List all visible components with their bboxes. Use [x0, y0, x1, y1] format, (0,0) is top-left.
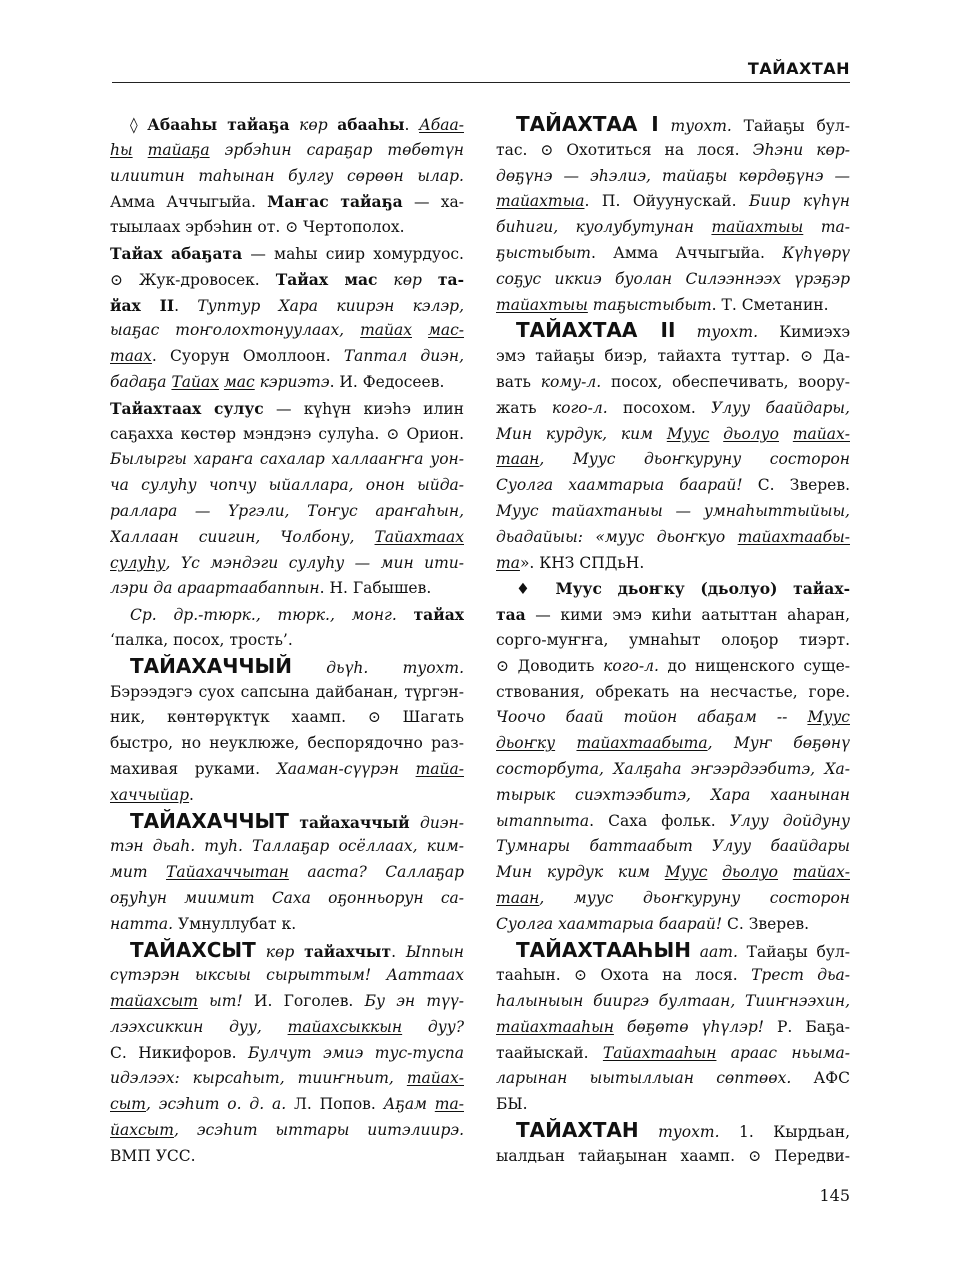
text-run: эмэ тайаҕы биэр, тайахта туттар. ⊙ Да- — [496, 347, 850, 366]
text-run: тайахтыы — [496, 295, 588, 314]
text-run: та — [496, 553, 520, 572]
text-run: 1. Кырдьан, — [738, 1123, 850, 1142]
text-line — [496, 860, 850, 886]
text-line — [110, 602, 464, 628]
text-run: Халлаан сиигин, Чолбону, — [110, 527, 375, 546]
text-line — [496, 731, 850, 757]
text-run: — күһүн киэһэ илин — [263, 399, 464, 418]
text-line — [496, 525, 850, 551]
text-line — [496, 680, 850, 706]
text-run: таҕыстыбыт — [587, 295, 712, 314]
text-line — [496, 783, 850, 809]
text-run: тайах — [413, 605, 464, 625]
text-run: С. Зверев. — [742, 476, 850, 495]
text-run: Кимиэхэ — [779, 323, 850, 342]
text-line — [110, 215, 464, 241]
text-run: таайыскай. — [496, 1043, 603, 1062]
text-run: кэриэтэ — [254, 372, 330, 391]
text-line — [496, 112, 850, 138]
text-run: Бэрээдэгэ суох сапсына дайбанан, түргэн- — [110, 682, 464, 701]
text-run: ‘палка, посох, трость’. — [110, 630, 293, 649]
text-run: таан — [496, 888, 540, 907]
text-run: И. Гоголев. — [242, 992, 365, 1011]
text-run: дьүһ. туохт. — [292, 658, 464, 677]
text-run: , эсэһит о. д. а. — [146, 1095, 287, 1114]
text-run: тайахтаабы- — [737, 527, 850, 546]
text-run: оҕуһун миимит Саха оҕонньорун са- — [110, 888, 464, 907]
text-run: , муус дьоҥкуруну состорон — [539, 888, 850, 907]
text-run — [778, 863, 793, 881]
text-line — [496, 293, 850, 319]
text-run: , Үс мэндэги сулуһу — мин ити- — [165, 553, 464, 572]
text-line — [110, 938, 464, 964]
text-run: Тайах мас — [275, 269, 378, 289]
text-run: йах II — [110, 295, 175, 315]
text-run: Улуу баайдары, — [711, 398, 850, 417]
text-line — [110, 525, 464, 551]
text-line — [496, 138, 850, 164]
text-line — [110, 396, 464, 422]
text-line — [110, 809, 464, 835]
text-run: тыылаах эрбэһин от. ⊙ Чертополох. — [110, 218, 405, 237]
text-run: бадаҕа — [110, 372, 172, 391]
text-run: тэн дьаһ. туһ. Таллаҕар осёллаах, ким- — [110, 837, 464, 856]
text-run: дьоҥку — [496, 734, 556, 753]
text-run: ствования, обрекать на несчастье, горе. — [496, 682, 850, 701]
text-run: тааһын. ⊙ Охота на лося. — [496, 966, 752, 985]
page-number: 145 — [819, 1186, 850, 1205]
text-run: көр — [289, 116, 338, 134]
text-line — [110, 757, 464, 783]
text-run: ». КНЗ СПДьН. — [519, 553, 645, 572]
text-run — [555, 734, 576, 752]
text-run: һалыныын бииргэ бултаан, Тииҥнээхин, — [496, 992, 850, 1011]
text-run: та- — [434, 1095, 464, 1114]
text-run: мас- — [427, 321, 464, 340]
text-run: тайаҕа — [147, 140, 210, 159]
text-run: , эсэһит ыттары иитэлиирэ. — [173, 1121, 464, 1140]
text-line — [110, 344, 464, 370]
text-run: БЫ. — [496, 1095, 528, 1114]
text-run: вать — [496, 372, 541, 391]
text-run: тайах- — [792, 424, 850, 443]
text-run: тырык сиэхтээбитэ, Хара хаанынан — [496, 785, 850, 804]
text-run: Туптур Хара киирэн кэлэр, — [197, 296, 464, 315]
text-line — [496, 164, 850, 190]
text-run: сорго-муҥҥа, умнаһыт олоҕор тиэрт. — [496, 630, 850, 649]
text-run: тайахсыт — [110, 992, 198, 1011]
text-line — [496, 344, 850, 370]
text-run: көр — [377, 270, 438, 289]
text-run: Тайахтаах сулус — [110, 398, 264, 418]
text-run: хаччыйар — [110, 785, 190, 804]
text-run: мас — [223, 372, 255, 391]
text-run: Күһүөрү — [782, 243, 850, 262]
text-run: Амма Аччыгыйа. — [110, 193, 268, 212]
text-run: — маһы сиир хомурдуос. — [242, 244, 464, 263]
text-run: С. Никифоров. — [110, 1043, 249, 1062]
text-line — [110, 1144, 464, 1170]
text-run: . И. Федосеев. — [329, 372, 445, 391]
text-run: Суолга хаамтарыа баарай! — [496, 914, 723, 933]
text-line — [496, 1144, 850, 1170]
text-run: һы — [110, 140, 133, 159]
text-run: эрбэһин сараҕар төбөтүн — [209, 140, 464, 159]
text-run: Тайахтаах — [374, 527, 464, 546]
text-line — [110, 422, 464, 448]
text-line — [496, 886, 850, 912]
text-line — [110, 164, 464, 190]
text-line — [110, 705, 464, 731]
headword: ТАЙАХТААҺЫН — [516, 937, 691, 962]
text-line — [496, 576, 850, 602]
text-run: йахсыт — [110, 1121, 174, 1140]
text-line — [496, 705, 850, 731]
text-run: ВМП УСС. — [110, 1146, 196, 1165]
text-line — [496, 654, 850, 680]
text-run: Абааһы тайаҕа — [147, 115, 290, 134]
text-run: Абаа- — [419, 116, 464, 134]
text-run: көр — [255, 942, 305, 961]
text-run: . — [174, 296, 198, 315]
text-run: Ыппын — [405, 942, 464, 961]
text-run: дьадайыы: «муус дьоҥкуо — [496, 527, 738, 546]
text-run: ларынан ыытыллыан сөптөөх. — [496, 1069, 792, 1088]
text-line — [110, 473, 464, 499]
text-run — [133, 141, 148, 159]
text-run: жать — [496, 398, 552, 417]
text-run: та- — [803, 218, 850, 237]
text-run: — ха- — [402, 193, 464, 212]
text-run: сулуһу — [110, 553, 166, 572]
text-run: С. Зверев. — [722, 914, 810, 933]
text-run: ааста? Саллаҕар — [288, 863, 464, 882]
text-run: ⊙ Доводить — [496, 656, 604, 675]
text-run: таа — [496, 605, 526, 625]
text-run: Былыргы хараҥа сахалар халлааҥҥа уон- — [110, 450, 464, 469]
text-line — [496, 551, 850, 577]
text-line — [496, 189, 850, 215]
text-run: туохт. — [638, 1123, 739, 1142]
text-run: тайахтыы — [711, 218, 804, 237]
text-run: ыаҕас тоҥолохтонуулаах, — [110, 321, 361, 340]
text-run: . — [391, 942, 406, 961]
text-run: Улуу дойдуну — [729, 811, 850, 830]
text-run: таах — [110, 347, 152, 366]
text-run: Тумнары баттаабыт Улуу баайдары — [496, 837, 850, 856]
text-run: дуу? — [402, 1017, 464, 1036]
text-run: тайах- — [792, 863, 850, 882]
text-run: кого-л. — [603, 656, 659, 675]
text-run: быстро, но неуклюже, беспорядочно раз- — [110, 734, 464, 753]
text-run: Л. Попов. — [286, 1095, 384, 1114]
text-run: араас ньыма- — [716, 1043, 850, 1062]
text-run: тайах- — [406, 1069, 464, 1088]
text-line — [110, 1118, 464, 1144]
text-run: раллара — Үргэли, Тоҥус араҥаһын, — [110, 501, 464, 520]
text-line — [110, 576, 464, 602]
text-line — [110, 886, 464, 912]
text-run: та- — [437, 269, 464, 289]
text-line — [110, 834, 464, 860]
text-run: Муус — [664, 863, 708, 882]
text-run: Трест дьа- — [751, 966, 850, 985]
text-run: лээхсиккин дуу, — [110, 1017, 288, 1036]
text-line — [496, 447, 850, 473]
headword: ТАЙАХТАН — [516, 1118, 639, 1143]
text-run: таан — [496, 450, 540, 469]
headword: ТАЙАХТАА I — [516, 112, 659, 136]
text-line — [496, 938, 850, 964]
text-run — [707, 863, 722, 881]
text-run: Хааман-сүүрэн — [276, 759, 416, 778]
text-run: саҕахха көстөр мэндэнэ сулуһа. ⊙ Орион. — [110, 424, 464, 443]
text-line — [496, 963, 850, 989]
text-run: сыт — [110, 1095, 147, 1114]
headword: ТАЙАХСЫТ — [130, 937, 256, 962]
text-line — [110, 241, 464, 267]
text-run: туохт. — [658, 117, 744, 135]
text-run: . Н. Габышев. — [319, 579, 432, 598]
text-run: посох, обеспечивать, воору- — [601, 372, 850, 391]
text-run: — кими эмэ киһи аатыттан аһаран, — [525, 606, 850, 625]
text-run: . Амма Аччыгыйа. — [590, 243, 783, 262]
text-run: Р. Баҕа- — [763, 1017, 850, 1036]
text-run: ыалдьан тайаҕынан хаамп. ⊙ Передви- — [496, 1146, 850, 1165]
text-run: Тайах абаҕата — [110, 243, 243, 263]
text-line — [496, 1015, 850, 1041]
text-run: . П. Ойуунускай. — [584, 192, 750, 211]
running-head: ТАЙАХТАН — [747, 59, 850, 78]
text-run: ытаппыта — [496, 811, 590, 830]
text-run: Муус дьоҥку (дьолуо) тайах- — [555, 579, 850, 599]
text-run: соҕус иккиэ буолан Силээннээх үрэҕэр — [496, 269, 850, 288]
text-run: ник, көнтөрүктүк хаамп. ⊙ Шагать — [110, 708, 464, 727]
text-run: кого-л. — [551, 398, 608, 417]
text-run: до нищенского суще- — [658, 656, 850, 675]
text-run: тайа- — [415, 759, 464, 778]
text-run: тас. ⊙ Охотиться на лося. — [496, 140, 753, 159]
text-run: тайахчыт — [304, 941, 392, 961]
text-line — [496, 318, 850, 344]
text-line — [110, 860, 464, 886]
text-run: Биир күһүн — [749, 192, 850, 211]
text-run: ча сулуһу чопчу ыйаллара, онон ыйда- — [110, 476, 464, 495]
text-run: идэлээх: кырсаһыт, тииҥньит, — [110, 1069, 407, 1088]
text-run: . Т. Сметанин. — [711, 295, 829, 314]
text-run: . — [189, 785, 194, 804]
text-run: тайахтыа — [496, 192, 585, 211]
text-run: тайахаччый — [299, 812, 410, 832]
text-run: Муус тайахтаныы — умнаһыттыйыы, — [496, 501, 850, 520]
text-line — [496, 628, 850, 654]
text-line — [110, 989, 464, 1015]
text-line — [496, 1118, 850, 1144]
text-line — [110, 267, 464, 293]
text-run: Тайаҕы бул- — [746, 942, 850, 961]
headword: ТАЙАХАЧЧЫТ — [130, 808, 289, 833]
text-run: АФС — [791, 1069, 850, 1088]
right-column — [496, 112, 850, 1170]
text-line — [110, 318, 464, 344]
text-line — [496, 1092, 850, 1118]
text-run: , Муус дьоҥкуруну состорон — [539, 450, 850, 469]
text-line — [110, 654, 464, 680]
text-line — [496, 241, 850, 267]
text-line — [496, 989, 850, 1015]
text-run: . — [404, 116, 420, 134]
text-line — [496, 912, 850, 938]
text-run: сүтэрэн ыксыы сырыттым! Ааттаах — [110, 966, 464, 985]
text-run: Эһэни көр- — [752, 140, 850, 159]
text-run: Тайах — [171, 372, 219, 391]
text-run: лэри да араартаабаппын — [110, 579, 320, 598]
text-line — [110, 783, 464, 809]
text-run: , Муҥ бөҕөнү — [707, 734, 850, 753]
text-line — [110, 680, 464, 706]
text-run: Мин курдук, ким — [496, 424, 667, 443]
text-run: ҕыстыбыт — [496, 243, 591, 262]
text-run: илиитин таһынан булгу сөрөөн ылар. — [110, 166, 464, 185]
text-line — [110, 189, 464, 215]
text-line — [110, 499, 464, 525]
text-run: тайахтаабыта — [576, 734, 708, 753]
text-run: тайахтааһын — [496, 1017, 614, 1036]
text-line — [496, 602, 850, 628]
text-run: ⊙ Жук-дровосек. — [110, 270, 276, 289]
text-run: натта. — [110, 914, 178, 933]
text-line — [496, 267, 850, 293]
text-run: биһиги, куолубутунан — [496, 218, 712, 237]
text-run: посохом. — [607, 398, 712, 417]
text-line — [110, 912, 464, 938]
text-run: бөҕөтө үһүлэр! — [613, 1017, 764, 1036]
text-run: Чоочо баай тойон абаҕам -- — [496, 708, 808, 727]
text-run: . Суорун Омоллоон. — [151, 347, 344, 366]
text-line — [110, 1092, 464, 1118]
left-column — [110, 112, 464, 1170]
text-line — [496, 809, 850, 835]
text-line — [110, 112, 464, 138]
text-line — [496, 499, 850, 525]
text-line — [496, 834, 850, 860]
text-line — [496, 370, 850, 396]
text-run: Бу эн түү- — [364, 992, 464, 1011]
text-line — [496, 215, 850, 241]
text-run — [412, 321, 428, 339]
text-run: кому-л. — [540, 372, 602, 391]
text-line — [496, 473, 850, 499]
text-run: Тайахтааһын — [602, 1043, 717, 1062]
page-header — [112, 58, 850, 83]
text-run — [779, 425, 793, 443]
text-line — [496, 396, 850, 422]
text-line — [110, 551, 464, 577]
text-run: Умнуллубат к. — [177, 914, 297, 933]
headword: ТАЙАХТАА II — [516, 318, 676, 343]
text-line — [496, 1041, 850, 1067]
text-line — [110, 1066, 464, 1092]
text-line — [110, 731, 464, 757]
text-run: Ср. др.-тюрк., тюрк., монг. — [130, 606, 414, 625]
text-line — [110, 370, 464, 396]
text-run: тайах — [360, 321, 412, 340]
text-run: Муус — [807, 708, 850, 727]
text-run: Булчут эмиэ тус-туспа — [248, 1043, 464, 1062]
text-line — [110, 138, 464, 164]
text-run — [709, 425, 723, 443]
text-run: махивая руками. — [110, 759, 277, 778]
text-run: Маҥас тайаҕа — [267, 192, 403, 212]
text-run: Муус — [666, 424, 710, 443]
text-run: . Саха фольк. — [589, 811, 730, 830]
text-line — [496, 757, 850, 783]
text-run: ♦ — [516, 580, 556, 599]
text-line — [496, 422, 850, 448]
text-line — [110, 447, 464, 473]
text-line — [496, 1066, 850, 1092]
text-run: ◊ — [130, 116, 148, 134]
text-run: дөҕүнэ — эһэлиэ, тайаҕы көрдөҕүнэ — — [496, 166, 850, 185]
text-run: мит — [110, 863, 167, 882]
text-run: Тайаҕы бул- — [743, 117, 850, 135]
text-run: дьолуо — [722, 863, 779, 882]
text-run: Аҕам — [383, 1095, 435, 1114]
text-run — [289, 814, 299, 832]
headword: ТАЙАХАЧЧЫЙ — [130, 653, 293, 678]
text-run: Суолга хаамтарыа баарай! — [496, 476, 743, 495]
text-run: состорбута, Халҕаһа эҥээрдээбитэ, Ха- — [496, 759, 850, 778]
text-run: диэн- — [409, 813, 464, 832]
text-run: ыт! — [197, 992, 243, 1011]
text-line — [110, 1041, 464, 1067]
text-line — [110, 293, 464, 319]
text-run: тайахсыккын — [287, 1017, 403, 1036]
text-run: Тайахаччытан — [166, 863, 289, 882]
text-run: абааһы — [337, 115, 405, 134]
text-line — [110, 1015, 464, 1041]
text-run: Таптал диэн, — [343, 347, 464, 366]
text-run: туохт. — [675, 323, 780, 342]
text-run: дьолуо — [723, 424, 779, 443]
text-run: аат. — [690, 942, 747, 961]
text-run: Мин курдук ким — [496, 863, 665, 882]
text-line — [110, 963, 464, 989]
text-line — [110, 628, 464, 654]
